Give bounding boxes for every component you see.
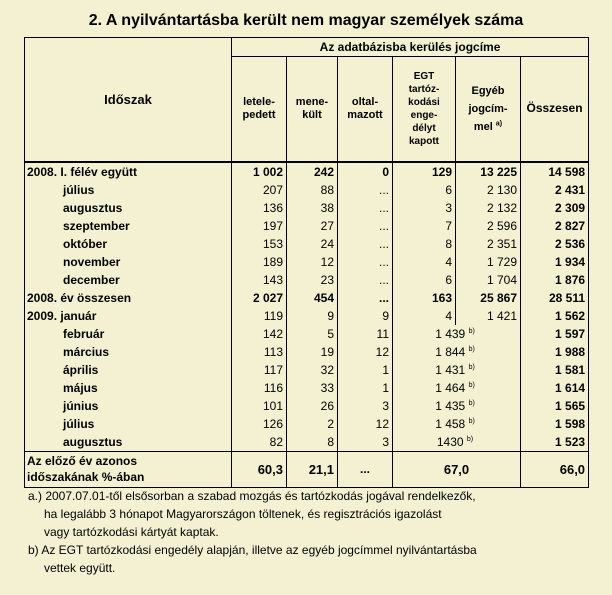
cell-refugee: 32 <box>287 361 338 379</box>
table-row <box>25 343 589 361</box>
cell-other: 2 596 <box>456 217 521 235</box>
summary-total: 66,0 <box>521 451 589 487</box>
footnotes <box>28 487 588 577</box>
cell-total: 2 431 <box>521 181 589 199</box>
cell-total: 1 565 <box>521 397 589 415</box>
header-refugee: mene- kült <box>287 57 338 162</box>
cell-eea: 7 <box>393 217 456 235</box>
cell-refugee: 33 <box>287 379 338 397</box>
cell-settled: 116 <box>232 379 287 397</box>
footnote-line: vagy tartózkodási kártyát kaptak. <box>44 525 219 539</box>
cell-total: 1 988 <box>521 343 589 361</box>
cell-other: 2 351 <box>456 235 521 253</box>
cell-eea: 6 <box>393 181 456 199</box>
cell-eea-other-merged <box>393 325 521 343</box>
summary-row <box>25 451 589 487</box>
table-row <box>25 397 589 415</box>
cell-settled: 136 <box>232 199 287 217</box>
cell-total: 1 562 <box>521 307 589 325</box>
cell-total: 2 827 <box>521 217 589 235</box>
cell-protected: 1 <box>338 379 393 397</box>
cell-total: 1 614 <box>521 379 589 397</box>
row-label: március <box>25 343 232 361</box>
cell-total: 28 511 <box>521 289 589 307</box>
table-row <box>25 217 589 235</box>
footnote-line: ha legalább 3 hónapot Magyarországon töltenek, és regisztrációs igazolást <box>44 507 442 521</box>
cell-total: 1 581 <box>521 361 589 379</box>
cell-protected: ... <box>338 253 393 271</box>
cell-eea-other-merged <box>393 343 521 361</box>
cell-refugee: 26 <box>287 397 338 415</box>
table-row <box>25 253 589 271</box>
table-row <box>25 361 589 379</box>
table-row <box>25 289 589 307</box>
cell-total: 14 598 <box>521 162 589 181</box>
cell-protected: 1 <box>338 361 393 379</box>
cell-refugee: 38 <box>287 199 338 217</box>
cell-refugee: 242 <box>287 162 338 181</box>
cell-other: 13 225 <box>456 162 521 181</box>
merged-value: 1 431 <box>435 362 466 377</box>
footnote-line: a.) 2007.07.01-től elsősorban a szabad mozgás és tartózkodás jogával rendelkezők, <box>28 489 476 503</box>
data-table <box>24 37 589 488</box>
cell-eea: 129 <box>393 162 456 181</box>
header-settled: letele- pedett <box>232 57 287 162</box>
footnote-b-marker: b) <box>468 327 475 335</box>
summary-settled: 60,3 <box>232 451 287 487</box>
cell-refugee: 88 <box>287 181 338 199</box>
cell-eea-other-merged <box>393 433 521 452</box>
cell-refugee: 5 <box>287 325 338 343</box>
merged-value: 1 439 <box>435 326 466 341</box>
cell-settled: 82 <box>232 433 287 452</box>
cell-settled: 113 <box>232 343 287 361</box>
merged-value: 1 844 <box>435 344 466 359</box>
cell-protected: ... <box>338 271 393 289</box>
footnote-b-marker: b) <box>468 399 475 407</box>
merged-value: 1 435 <box>435 398 466 413</box>
table-row <box>25 307 589 325</box>
row-label: augusztus <box>25 433 232 452</box>
cell-eea-other-merged <box>393 415 521 433</box>
table-row <box>25 379 589 397</box>
cell-eea: 3 <box>393 199 456 217</box>
cell-protected: ... <box>338 217 393 235</box>
row-label: 2009. január <box>25 307 232 325</box>
cell-protected: ... <box>338 199 393 217</box>
row-label: november <box>25 253 232 271</box>
row-label: 2008. év összesen <box>25 289 232 307</box>
cell-protected: 3 <box>338 433 393 452</box>
cell-eea-other-merged <box>393 361 521 379</box>
merged-value: 1430 <box>436 434 464 449</box>
cell-total: 1 598 <box>521 415 589 433</box>
cell-protected: 12 <box>338 343 393 361</box>
cell-protected: 0 <box>338 162 393 181</box>
merged-value: 1 464 <box>435 380 466 395</box>
header-other: Egyéb jogcím- mel $^{a)}$ <box>456 57 521 162</box>
cell-total: 1 597 <box>521 325 589 343</box>
cell-other: 1 729 <box>456 253 521 271</box>
cell-eea: 4 <box>393 253 456 271</box>
row-label: szeptember <box>25 217 232 235</box>
cell-protected: 3 <box>338 397 393 415</box>
page-title: 2. A nyilvántartásba került nem magyar személyek száma <box>88 12 524 29</box>
cell-refugee: 12 <box>287 253 338 271</box>
row-label: június <box>25 397 232 415</box>
cell-refugee: 454 <box>287 289 338 307</box>
cell-eea: 4 <box>393 307 456 325</box>
cell-eea-other-merged <box>393 379 521 397</box>
cell-refugee: 9 <box>287 307 338 325</box>
cell-protected: ... <box>338 289 393 307</box>
cell-protected: ... <box>338 235 393 253</box>
cell-eea: 163 <box>393 289 456 307</box>
cell-refugee: 27 <box>287 217 338 235</box>
footnote-a-marker: a) <box>495 120 503 128</box>
footnote-b-marker: b) <box>468 417 475 425</box>
table-row <box>25 181 589 199</box>
table-row <box>25 235 589 253</box>
summary-eea-other: 67,0 <box>393 451 521 487</box>
footnote-b-marker: b) <box>468 345 475 353</box>
footnote-b-marker: b) <box>468 363 475 371</box>
table-row <box>25 325 589 343</box>
cell-settled: 142 <box>232 325 287 343</box>
row-label: július <box>25 415 232 433</box>
table-row <box>25 199 589 217</box>
row-label: május <box>25 379 232 397</box>
cell-settled: 197 <box>232 217 287 235</box>
summary-protected: ... <box>338 451 393 487</box>
cell-refugee: 19 <box>287 343 338 361</box>
cell-settled: 2 027 <box>232 289 287 307</box>
row-label: február <box>25 325 232 343</box>
row-label: december <box>25 271 232 289</box>
cell-settled: 117 <box>232 361 287 379</box>
cell-settled: 119 <box>232 307 287 325</box>
cell-protected: 9 <box>338 307 393 325</box>
cell-settled: 207 <box>232 181 287 199</box>
cell-refugee: 8 <box>287 433 338 452</box>
row-label: október <box>25 235 232 253</box>
cell-protected: ... <box>338 181 393 199</box>
cell-protected: 12 <box>338 415 393 433</box>
footnote-b-marker: b) <box>468 381 475 389</box>
cell-other: 2 130 <box>456 181 521 199</box>
cell-total: 1 934 <box>521 253 589 271</box>
header-protected: oltal- mazott <box>338 57 393 162</box>
table-row <box>25 271 589 289</box>
row-label: április <box>25 361 232 379</box>
cell-settled: 1 002 <box>232 162 287 181</box>
cell-total: 2 309 <box>521 199 589 217</box>
cell-other: 2 132 <box>456 199 521 217</box>
summary-label: Az előző év azonos időszakának %-ában <box>25 451 232 487</box>
cell-other: 1 421 <box>456 307 521 325</box>
table-row <box>25 433 589 452</box>
cell-total: 1 876 <box>521 271 589 289</box>
cell-settled: 101 <box>232 397 287 415</box>
footnote-line: b) Az EGT tartózkodási engedély alapján, illetve az egyéb jogcímmel nyilvántartásba <box>28 543 477 557</box>
cell-total: 2 536 <box>521 235 589 253</box>
cell-total: 1 523 <box>521 433 589 452</box>
cell-settled: 126 <box>232 415 287 433</box>
summary-refugee: 21,1 <box>287 451 338 487</box>
header-eea: EGT tartóz- kodási enge- délyt kapott <box>393 57 456 162</box>
footnote-b-marker: b) <box>466 435 474 443</box>
table-row <box>25 415 589 433</box>
cell-other: 25 867 <box>456 289 521 307</box>
row-label: 2008. I. félév együtt <box>25 162 232 181</box>
header-period: Időszak <box>25 38 232 162</box>
cell-settled: 153 <box>232 235 287 253</box>
cell-protected: 11 <box>338 325 393 343</box>
table-row <box>25 162 589 181</box>
header-total: Összesen <box>521 57 589 162</box>
header-group: Az adatbázisba kerülés jogcíme <box>232 38 589 57</box>
cell-settled: 189 <box>232 253 287 271</box>
cell-settled: 143 <box>232 271 287 289</box>
merged-value: 1 458 <box>435 416 466 431</box>
row-label: július <box>25 181 232 199</box>
cell-eea: 6 <box>393 271 456 289</box>
cell-eea-other-merged <box>393 397 521 415</box>
cell-other: 1 704 <box>456 271 521 289</box>
footnote-line: vettek együtt. <box>44 561 116 575</box>
cell-refugee: 24 <box>287 235 338 253</box>
cell-eea: 8 <box>393 235 456 253</box>
row-label: augusztus <box>25 199 232 217</box>
cell-refugee: 23 <box>287 271 338 289</box>
cell-refugee: 2 <box>287 415 338 433</box>
